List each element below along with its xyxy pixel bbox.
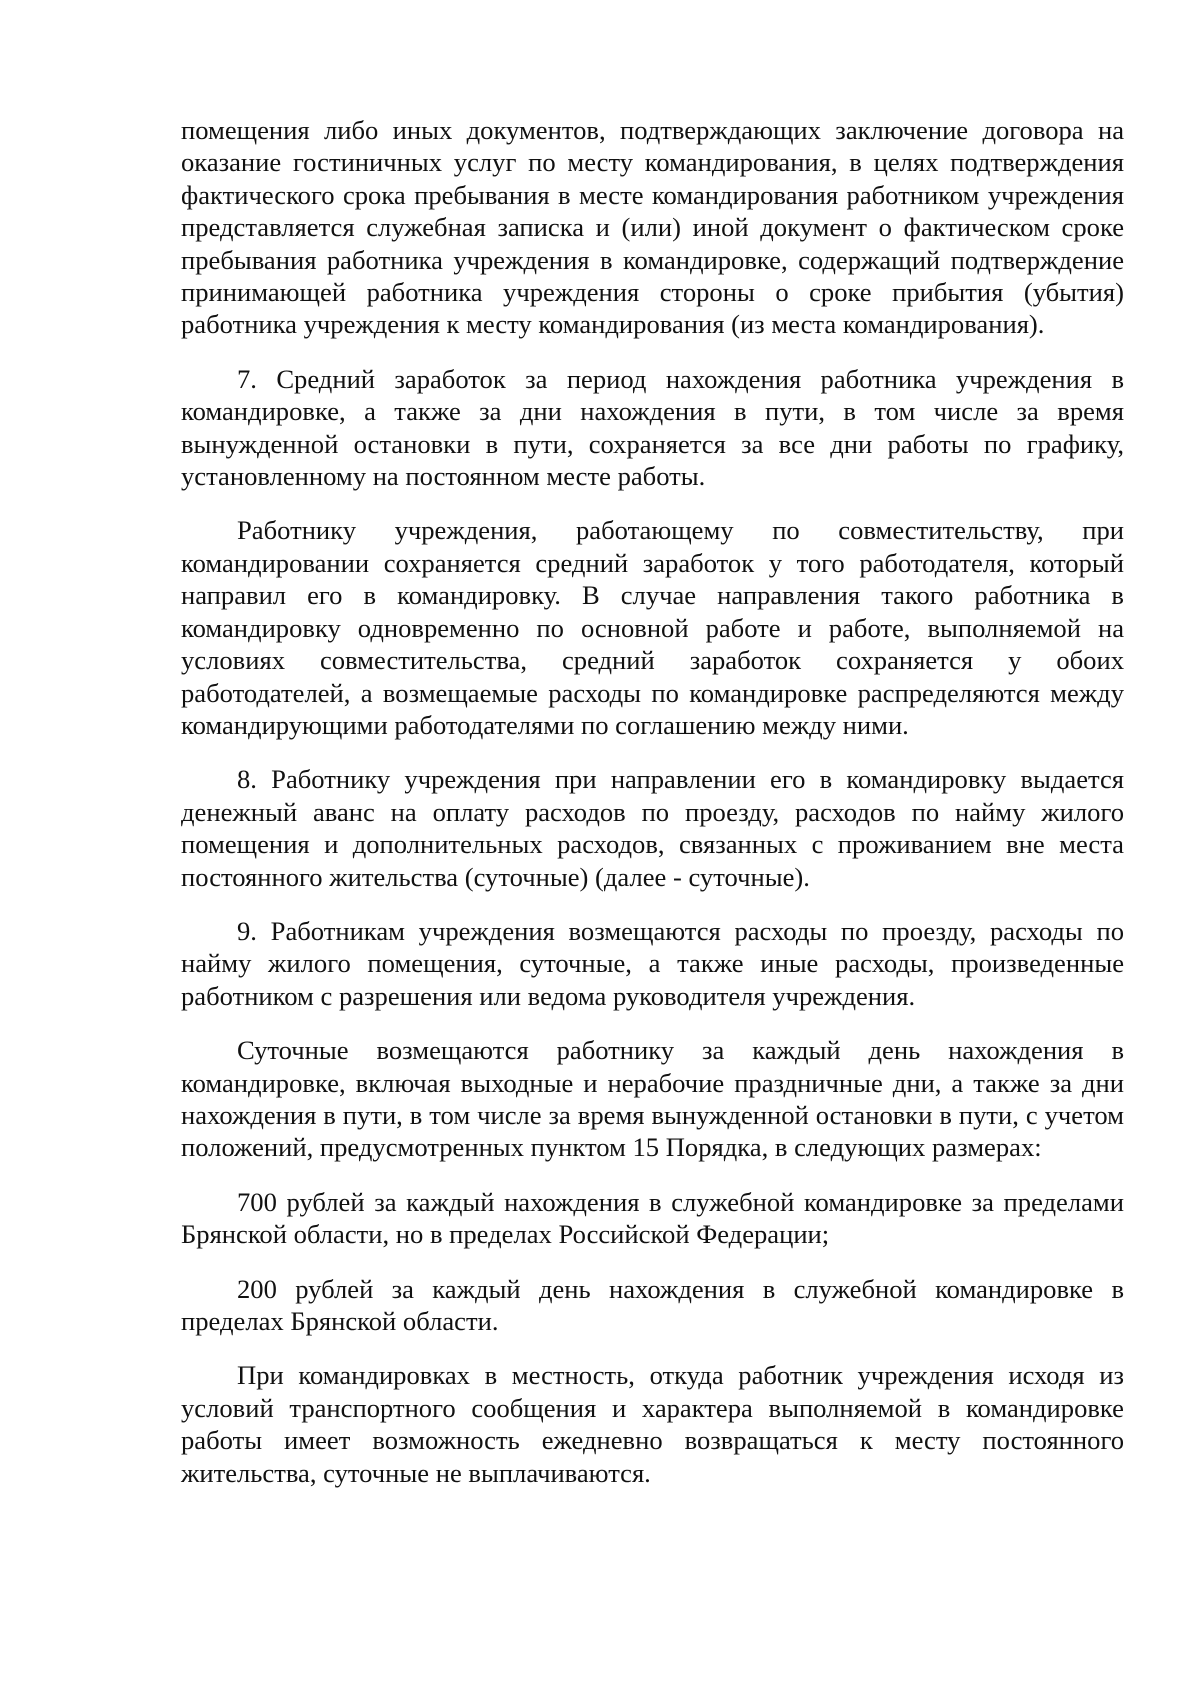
paragraph-continuation: помещения либо иных документов, подтверждающих заключение договора на оказание гостиничных услуг по месту командирования, в целях подтверждения фактического срока пребывания в месте командирования работником учреждения представляется служебная записка и (или) иной документ о фактическом сроке пребывания работника учреждения в командировке, содержащий подтверждение принимающей работника учреждения стороны о сроке прибытия (убытия) работника учреждения к месту командирования (из места командирования). <box>181 115 1124 340</box>
document-body <box>181 114 1124 1489</box>
paragraph-no-allowance: При командировках в местность, откуда работник учреждения исходя из условий транспортного сообщения и характера выполняемой в командировке работы имеет возможность ежедневно возвращаться к месту постоянного жительства, суточные не выплачиваются. <box>181 1360 1124 1488</box>
paragraph-item-9: 9. Работникам учреждения возмещаются расходы по проезду, расходы по найму жилого помещения, суточные, а также иные расходы, произведенные работником с разрешения или ведома руководителя учреждения. <box>181 915 1124 1011</box>
paragraph-item-7: 7. Средний заработок за период нахождения работника учреждения в командировке, а также за дни нахождения в пути, в том числе за время вынужденной остановки в пути, сохраняется за все дни работы по графику, установленному на постоянном месте работы. <box>181 363 1124 492</box>
paragraph-rate-inside-region: 200 рублей за каждый день нахождения в служебной командировке в пределах Брянской области. <box>181 1273 1124 1336</box>
paragraph-part-time-worker: Работнику учреждения, работающему по совместительству, при командировании сохраняется средний заработок у того работодателя, который направил его в командировку. В случае направления такого работника в командировку одновременно по основной работе и работе, выполняемой на условиях совместительства, средний заработок сохраняется у обоих работодателей, а возмещаемые расходы по командировке распределяются между командирующими работодателями по соглашению между ними. <box>181 515 1124 740</box>
paragraph-item-8: 8. Работнику учреждения при направлении его в командировку выдается денежный аванс на оплату расходов по проезду, расходов по найму жилого помещения и дополнительных расходов, связанных с проживанием вне места постоянного жительства (суточные) (далее - суточные). <box>181 764 1124 892</box>
paragraph-daily-allowance: Суточные возмещаются работнику за каждый день нахождения в командировке, включая выходные и нерабочие праздничные дни, а также за дни нахождения в пути, в том числе за время вынужденной остановки в пути, с учетом положений, предусмотренных пунктом 15 Порядка, в следующих размерах: <box>181 1035 1124 1163</box>
paragraph-rate-outside-region: 700 рублей за каждый нахождения в служебной командировке за пределами Брянской области, но в пределах Российской Федерации; <box>181 1186 1124 1250</box>
